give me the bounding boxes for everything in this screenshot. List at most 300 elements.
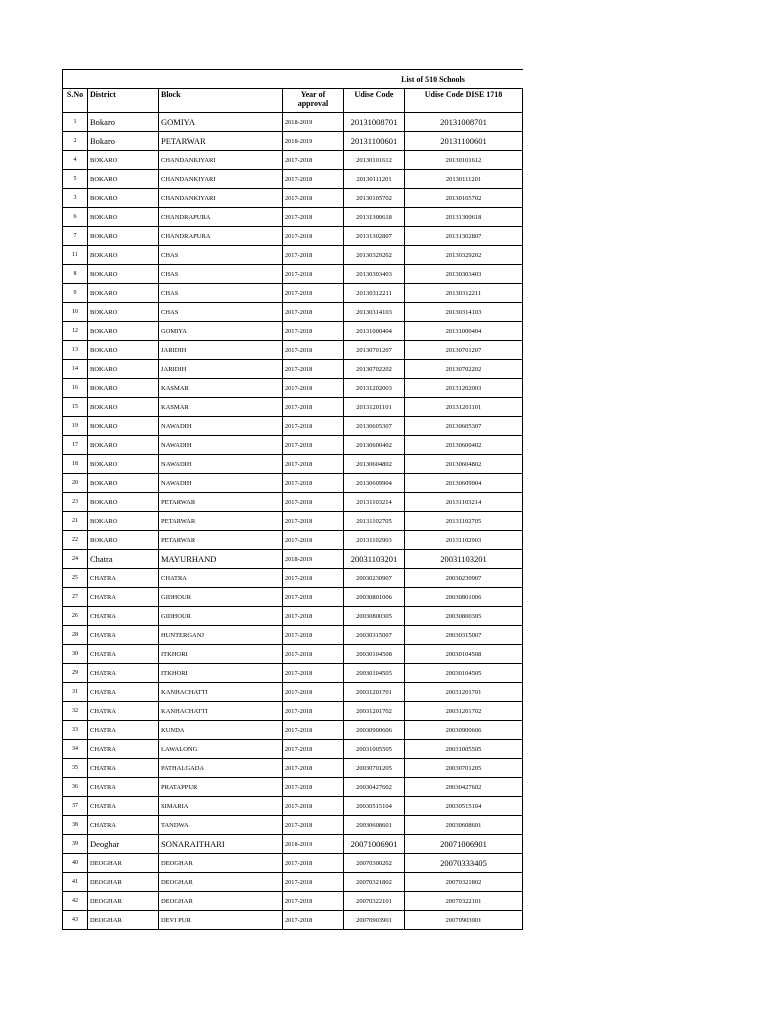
cell-year: 2017-2018 bbox=[283, 341, 344, 360]
cell-dise: 20030315007 bbox=[405, 626, 523, 645]
cell-dise: 20030800305 bbox=[405, 607, 523, 626]
cell-udise: 20030104505 bbox=[344, 664, 405, 683]
cell-block: PETARWAR bbox=[159, 512, 283, 531]
cell-udise: 20131102705 bbox=[344, 512, 405, 531]
cell-dise: 20070321802 bbox=[405, 873, 523, 892]
cell-block: KASMAR bbox=[159, 379, 283, 398]
cell-year: 2017-2018 bbox=[283, 379, 344, 398]
cell-sno: 17 bbox=[63, 436, 88, 455]
cell-dise: 20131008701 bbox=[405, 113, 523, 132]
cell-district: DEOGHAR bbox=[88, 892, 159, 911]
cell-dise: 20130111201 bbox=[405, 170, 523, 189]
table-row bbox=[63, 227, 523, 246]
table-row bbox=[63, 702, 523, 721]
table-title-row bbox=[63, 70, 523, 89]
cell-block: CHAS bbox=[159, 246, 283, 265]
cell-sno: 37 bbox=[63, 797, 88, 816]
cell-dise: 20030900606 bbox=[405, 721, 523, 740]
cell-district: CHATRA bbox=[88, 569, 159, 588]
cell-udise: 20031103201 bbox=[344, 550, 405, 569]
cell-sno: 31 bbox=[63, 683, 88, 702]
cell-block: CHANDANKIYARI bbox=[159, 170, 283, 189]
table-row bbox=[63, 550, 523, 569]
cell-udise: 20130312211 bbox=[344, 284, 405, 303]
cell-block: KUNDA bbox=[159, 721, 283, 740]
cell-year: 2017-2018 bbox=[283, 531, 344, 550]
cell-year: 2017-2018 bbox=[283, 607, 344, 626]
cell-dise: 20030104505 bbox=[405, 664, 523, 683]
cell-district: CHATRA bbox=[88, 683, 159, 702]
cell-block: PETARWAR bbox=[159, 132, 283, 151]
cell-udise: 20030801006 bbox=[344, 588, 405, 607]
cell-year: 2017-2018 bbox=[283, 626, 344, 645]
cell-block: JARIDIH bbox=[159, 341, 283, 360]
cell-sno: 35 bbox=[63, 759, 88, 778]
cell-sno: 14 bbox=[63, 360, 88, 379]
cell-udise: 20130105702 bbox=[344, 189, 405, 208]
cell-year: 2017-2018 bbox=[283, 170, 344, 189]
header-year bbox=[283, 89, 344, 113]
table-row bbox=[63, 265, 523, 284]
cell-dise: 20070903901 bbox=[405, 911, 523, 930]
header-dise: Udise Code DISE 1718 bbox=[405, 89, 523, 113]
cell-sno: 30 bbox=[63, 645, 88, 664]
cell-year: 2017-2018 bbox=[283, 246, 344, 265]
cell-dise: 20130605307 bbox=[405, 417, 523, 436]
cell-udise: 20131201101 bbox=[344, 398, 405, 417]
cell-dise: 20030608601 bbox=[405, 816, 523, 835]
cell-district: CHATRA bbox=[88, 588, 159, 607]
cell-udise: 20030230907 bbox=[344, 569, 405, 588]
table-row bbox=[63, 170, 523, 189]
cell-sno: 23 bbox=[63, 493, 88, 512]
table-row bbox=[63, 189, 523, 208]
cell-district: CHATRA bbox=[88, 778, 159, 797]
cell-dise: 20130105702 bbox=[405, 189, 523, 208]
cell-udise: 20070300202 bbox=[344, 854, 405, 873]
cell-udise: 20130101612 bbox=[344, 151, 405, 170]
table-row bbox=[63, 379, 523, 398]
cell-block: CHAS bbox=[159, 303, 283, 322]
cell-district: DEOGHAR bbox=[88, 854, 159, 873]
cell-udise: 20031201701 bbox=[344, 683, 405, 702]
table-row bbox=[63, 873, 523, 892]
cell-year: 2017-2018 bbox=[283, 322, 344, 341]
cell-sno: 38 bbox=[63, 816, 88, 835]
cell-year: 2017-2018 bbox=[283, 721, 344, 740]
table-row bbox=[63, 303, 523, 322]
cell-dise: 20031201702 bbox=[405, 702, 523, 721]
cell-district: BOKARO bbox=[88, 322, 159, 341]
cell-dise: 20130701207 bbox=[405, 341, 523, 360]
cell-dise: 20130314103 bbox=[405, 303, 523, 322]
cell-district: Deoghar bbox=[88, 835, 159, 854]
cell-year: 2018-2019 bbox=[283, 835, 344, 854]
cell-dise: 20130101612 bbox=[405, 151, 523, 170]
cell-district: CHATRA bbox=[88, 721, 159, 740]
cell-year: 2017-2018 bbox=[283, 740, 344, 759]
cell-block: GOMIYA bbox=[159, 113, 283, 132]
cell-block: HUNTERGANJ bbox=[159, 626, 283, 645]
cell-sno: 3 bbox=[63, 189, 88, 208]
cell-udise: 20131100601 bbox=[344, 132, 405, 151]
header-year-line1: Year of bbox=[300, 90, 326, 99]
cell-udise: 20131000404 bbox=[344, 322, 405, 341]
cell-dise: 20130600402 bbox=[405, 436, 523, 455]
cell-block: KANHACHATTI bbox=[159, 683, 283, 702]
cell-udise: 20130303403 bbox=[344, 265, 405, 284]
cell-year: 2017-2018 bbox=[283, 911, 344, 930]
cell-block: KASMAR bbox=[159, 398, 283, 417]
cell-dise: 20031103201 bbox=[405, 550, 523, 569]
cell-block: CHAS bbox=[159, 284, 283, 303]
cell-block: CHANDANKIYARI bbox=[159, 151, 283, 170]
cell-year: 2017-2018 bbox=[283, 189, 344, 208]
cell-district: CHATRA bbox=[88, 816, 159, 835]
cell-district: BOKARO bbox=[88, 303, 159, 322]
table-row bbox=[63, 455, 523, 474]
cell-district: BOKARO bbox=[88, 379, 159, 398]
cell-block: CHAS bbox=[159, 265, 283, 284]
cell-dise: 20131202003 bbox=[405, 379, 523, 398]
cell-dise: 20030104508 bbox=[405, 645, 523, 664]
cell-district: BOKARO bbox=[88, 474, 159, 493]
cell-udise: 20070322101 bbox=[344, 892, 405, 911]
table-row bbox=[63, 588, 523, 607]
cell-district: CHATRA bbox=[88, 626, 159, 645]
cell-year: 2017-2018 bbox=[283, 436, 344, 455]
cell-year: 2017-2018 bbox=[283, 227, 344, 246]
cell-udise: 20030315007 bbox=[344, 626, 405, 645]
cell-year: 2017-2018 bbox=[283, 455, 344, 474]
table-row bbox=[63, 151, 523, 170]
cell-district: DEOGHAR bbox=[88, 911, 159, 930]
cell-udise: 20030701205 bbox=[344, 759, 405, 778]
cell-sno: 25 bbox=[63, 569, 88, 588]
cell-block: DEVI PUR bbox=[159, 911, 283, 930]
cell-year: 2017-2018 bbox=[283, 683, 344, 702]
cell-district: BOKARO bbox=[88, 455, 159, 474]
cell-udise: 20030427602 bbox=[344, 778, 405, 797]
cell-dise: 20030515104 bbox=[405, 797, 523, 816]
table-row bbox=[63, 569, 523, 588]
cell-dise: 20030701205 bbox=[405, 759, 523, 778]
cell-district: CHATRA bbox=[88, 645, 159, 664]
cell-block: DEOGHAR bbox=[159, 892, 283, 911]
cell-block: NAWADIH bbox=[159, 455, 283, 474]
cell-district: CHATRA bbox=[88, 607, 159, 626]
cell-block: SONARAITHARI bbox=[159, 835, 283, 854]
cell-year: 2017-2018 bbox=[283, 417, 344, 436]
cell-district: DEOGHAR bbox=[88, 873, 159, 892]
cell-year: 2017-2018 bbox=[283, 398, 344, 417]
cell-year: 2017-2018 bbox=[283, 588, 344, 607]
cell-dise: 20031005505 bbox=[405, 740, 523, 759]
cell-block: SIMARIA bbox=[159, 797, 283, 816]
cell-district: CHATRA bbox=[88, 740, 159, 759]
cell-dise: 20030230907 bbox=[405, 569, 523, 588]
cell-district: Bokaro bbox=[88, 113, 159, 132]
cell-block: GIDHOUR bbox=[159, 607, 283, 626]
table-row bbox=[63, 360, 523, 379]
cell-sno: 32 bbox=[63, 702, 88, 721]
cell-udise: 20131103214 bbox=[344, 493, 405, 512]
cell-dise: 20131000404 bbox=[405, 322, 523, 341]
cell-block: NAWADIH bbox=[159, 417, 283, 436]
cell-year: 2017-2018 bbox=[283, 664, 344, 683]
table-row bbox=[63, 664, 523, 683]
cell-udise: 20130605307 bbox=[344, 417, 405, 436]
cell-udise: 20031005505 bbox=[344, 740, 405, 759]
table-row bbox=[63, 683, 523, 702]
cell-udise: 20130314103 bbox=[344, 303, 405, 322]
table-row bbox=[63, 341, 523, 360]
cell-year: 2017-2018 bbox=[283, 569, 344, 588]
table-row bbox=[63, 626, 523, 645]
cell-udise: 20130609904 bbox=[344, 474, 405, 493]
cell-sno: 5 bbox=[63, 170, 88, 189]
cell-udise: 20030515104 bbox=[344, 797, 405, 816]
cell-sno: 40 bbox=[63, 854, 88, 873]
cell-year: 2017-2018 bbox=[283, 854, 344, 873]
cell-block: CHANDRAPURA bbox=[159, 208, 283, 227]
cell-district: BOKARO bbox=[88, 151, 159, 170]
cell-dise: 20131201101 bbox=[405, 398, 523, 417]
cell-district: BOKARO bbox=[88, 265, 159, 284]
cell-udise: 20131300618 bbox=[344, 208, 405, 227]
table-row bbox=[63, 607, 523, 626]
table-row bbox=[63, 531, 523, 550]
title-spacer bbox=[63, 70, 344, 89]
cell-block: DEOGHAR bbox=[159, 854, 283, 873]
cell-dise: 20130329202 bbox=[405, 246, 523, 265]
cell-sno: 11 bbox=[63, 246, 88, 265]
cell-block: GIDHOUR bbox=[159, 588, 283, 607]
cell-year: 2017-2018 bbox=[283, 797, 344, 816]
cell-block: NAWADIH bbox=[159, 436, 283, 455]
header-udise: Udise Code bbox=[344, 89, 405, 113]
table-row bbox=[63, 132, 523, 151]
cell-udise: 20030800305 bbox=[344, 607, 405, 626]
cell-district: BOKARO bbox=[88, 436, 159, 455]
cell-dise: 20130604802 bbox=[405, 455, 523, 474]
cell-district: BOKARO bbox=[88, 189, 159, 208]
cell-udise: 20130111201 bbox=[344, 170, 405, 189]
cell-year: 2017-2018 bbox=[283, 873, 344, 892]
table-body bbox=[63, 113, 523, 930]
cell-block: CHANDRAPURA bbox=[159, 227, 283, 246]
header-year-line2: approval bbox=[297, 99, 329, 108]
header-sno: S.No bbox=[63, 89, 88, 113]
cell-sno: 34 bbox=[63, 740, 88, 759]
cell-udise: 20030608601 bbox=[344, 816, 405, 835]
cell-year: 2017-2018 bbox=[283, 474, 344, 493]
cell-year: 2017-2018 bbox=[283, 265, 344, 284]
cell-block: NAWADIH bbox=[159, 474, 283, 493]
cell-block: TANDWA bbox=[159, 816, 283, 835]
cell-district: BOKARO bbox=[88, 284, 159, 303]
cell-block: CHATRA bbox=[159, 569, 283, 588]
cell-udise: 20130604802 bbox=[344, 455, 405, 474]
cell-udise: 20030900606 bbox=[344, 721, 405, 740]
cell-sno: 19 bbox=[63, 417, 88, 436]
table-row bbox=[63, 892, 523, 911]
cell-year: 2017-2018 bbox=[283, 759, 344, 778]
cell-sno: 20 bbox=[63, 474, 88, 493]
cell-sno: 12 bbox=[63, 322, 88, 341]
table-row bbox=[63, 797, 523, 816]
table-row bbox=[63, 246, 523, 265]
cell-district: BOKARO bbox=[88, 417, 159, 436]
cell-year: 2017-2018 bbox=[283, 512, 344, 531]
table-row bbox=[63, 417, 523, 436]
cell-sno: 16 bbox=[63, 379, 88, 398]
cell-udise: 20031201702 bbox=[344, 702, 405, 721]
cell-dise: 20030427602 bbox=[405, 778, 523, 797]
cell-block: MAYURHAND bbox=[159, 550, 283, 569]
cell-dise: 20131302807 bbox=[405, 227, 523, 246]
cell-udise: 20131102903 bbox=[344, 531, 405, 550]
table-row bbox=[63, 721, 523, 740]
school-list-table bbox=[62, 69, 523, 930]
cell-sno: 22 bbox=[63, 531, 88, 550]
cell-sno: 10 bbox=[63, 303, 88, 322]
cell-district: Bokaro bbox=[88, 132, 159, 151]
table-row bbox=[63, 113, 523, 132]
cell-udise: 20070903901 bbox=[344, 911, 405, 930]
cell-year: 2017-2018 bbox=[283, 702, 344, 721]
cell-dise: 20031201701 bbox=[405, 683, 523, 702]
cell-udise: 20071006901 bbox=[344, 835, 405, 854]
cell-dise: 20071006901 bbox=[405, 835, 523, 854]
table-row bbox=[63, 322, 523, 341]
cell-year: 2017-2018 bbox=[283, 493, 344, 512]
cell-udise: 20130329202 bbox=[344, 246, 405, 265]
cell-year: 2017-2018 bbox=[283, 816, 344, 835]
cell-dise: 20070333405 bbox=[405, 854, 523, 873]
cell-dise: 20131300618 bbox=[405, 208, 523, 227]
table-row bbox=[63, 474, 523, 493]
cell-block: PETARWAR bbox=[159, 493, 283, 512]
cell-block: JARIDIH bbox=[159, 360, 283, 379]
header-district: District bbox=[88, 89, 159, 113]
cell-district: BOKARO bbox=[88, 170, 159, 189]
header-block: Block bbox=[159, 89, 283, 113]
cell-sno: 43 bbox=[63, 911, 88, 930]
table-row bbox=[63, 835, 523, 854]
cell-sno: 6 bbox=[63, 208, 88, 227]
cell-dise: 20130702202 bbox=[405, 360, 523, 379]
cell-udise: 20131008701 bbox=[344, 113, 405, 132]
cell-block: CHANDANKIYARI bbox=[159, 189, 283, 208]
cell-sno: 33 bbox=[63, 721, 88, 740]
cell-sno: 8 bbox=[63, 265, 88, 284]
table-row bbox=[63, 208, 523, 227]
cell-year: 2018-2019 bbox=[283, 113, 344, 132]
cell-sno: 7 bbox=[63, 227, 88, 246]
cell-sno: 2 bbox=[63, 132, 88, 151]
cell-udise: 20030104508 bbox=[344, 645, 405, 664]
cell-block: GOMIYA bbox=[159, 322, 283, 341]
table-row bbox=[63, 759, 523, 778]
cell-district: BOKARO bbox=[88, 227, 159, 246]
cell-sno: 42 bbox=[63, 892, 88, 911]
cell-dise: 20130303403 bbox=[405, 265, 523, 284]
cell-district: BOKARO bbox=[88, 360, 159, 379]
table-title: List of 510 Schools bbox=[344, 70, 523, 89]
cell-block: PETARWAR bbox=[159, 531, 283, 550]
cell-year: 2017-2018 bbox=[283, 303, 344, 322]
cell-district: CHATRA bbox=[88, 702, 159, 721]
table-row bbox=[63, 436, 523, 455]
cell-sno: 18 bbox=[63, 455, 88, 474]
cell-year: 2017-2018 bbox=[283, 151, 344, 170]
cell-sno: 15 bbox=[63, 398, 88, 417]
cell-sno: 41 bbox=[63, 873, 88, 892]
cell-sno: 4 bbox=[63, 151, 88, 170]
table-row bbox=[63, 512, 523, 531]
cell-year: 2017-2018 bbox=[283, 284, 344, 303]
cell-district: BOKARO bbox=[88, 341, 159, 360]
cell-sno: 36 bbox=[63, 778, 88, 797]
cell-dise: 20030801006 bbox=[405, 588, 523, 607]
cell-udise: 20131202003 bbox=[344, 379, 405, 398]
cell-udise: 20130702202 bbox=[344, 360, 405, 379]
cell-udise: 20131302807 bbox=[344, 227, 405, 246]
table-row bbox=[63, 778, 523, 797]
table-row bbox=[63, 740, 523, 759]
cell-udise: 20070321802 bbox=[344, 873, 405, 892]
cell-dise: 20131102903 bbox=[405, 531, 523, 550]
cell-sno: 29 bbox=[63, 664, 88, 683]
cell-district: CHATRA bbox=[88, 759, 159, 778]
school-list-table-container bbox=[62, 69, 522, 930]
cell-district: BOKARO bbox=[88, 398, 159, 417]
cell-year: 2018-2019 bbox=[283, 132, 344, 151]
cell-year: 2017-2018 bbox=[283, 208, 344, 227]
cell-block: DEOGHAR bbox=[159, 873, 283, 892]
table-row bbox=[63, 493, 523, 512]
table-row bbox=[63, 816, 523, 835]
cell-sno: 27 bbox=[63, 588, 88, 607]
cell-dise: 20131103214 bbox=[405, 493, 523, 512]
cell-sno: 1 bbox=[63, 113, 88, 132]
cell-year: 2017-2018 bbox=[283, 778, 344, 797]
cell-udise: 20130600402 bbox=[344, 436, 405, 455]
table-row bbox=[63, 284, 523, 303]
cell-block: PRATAPPUR bbox=[159, 778, 283, 797]
cell-block: KANHACHATTI bbox=[159, 702, 283, 721]
cell-dise: 20070322101 bbox=[405, 892, 523, 911]
cell-year: 2018-2019 bbox=[283, 550, 344, 569]
cell-district: BOKARO bbox=[88, 531, 159, 550]
cell-sno: 13 bbox=[63, 341, 88, 360]
cell-sno: 21 bbox=[63, 512, 88, 531]
table-row bbox=[63, 911, 523, 930]
cell-district: BOKARO bbox=[88, 246, 159, 265]
cell-district: BOKARO bbox=[88, 493, 159, 512]
table-row bbox=[63, 854, 523, 873]
cell-sno: 9 bbox=[63, 284, 88, 303]
cell-district: Chatra bbox=[88, 550, 159, 569]
cell-block: ITKHORI bbox=[159, 645, 283, 664]
cell-block: PATHALGADA bbox=[159, 759, 283, 778]
cell-sno: 28 bbox=[63, 626, 88, 645]
table-row bbox=[63, 645, 523, 664]
cell-district: CHATRA bbox=[88, 664, 159, 683]
table-row bbox=[63, 398, 523, 417]
cell-district: CHATRA bbox=[88, 797, 159, 816]
